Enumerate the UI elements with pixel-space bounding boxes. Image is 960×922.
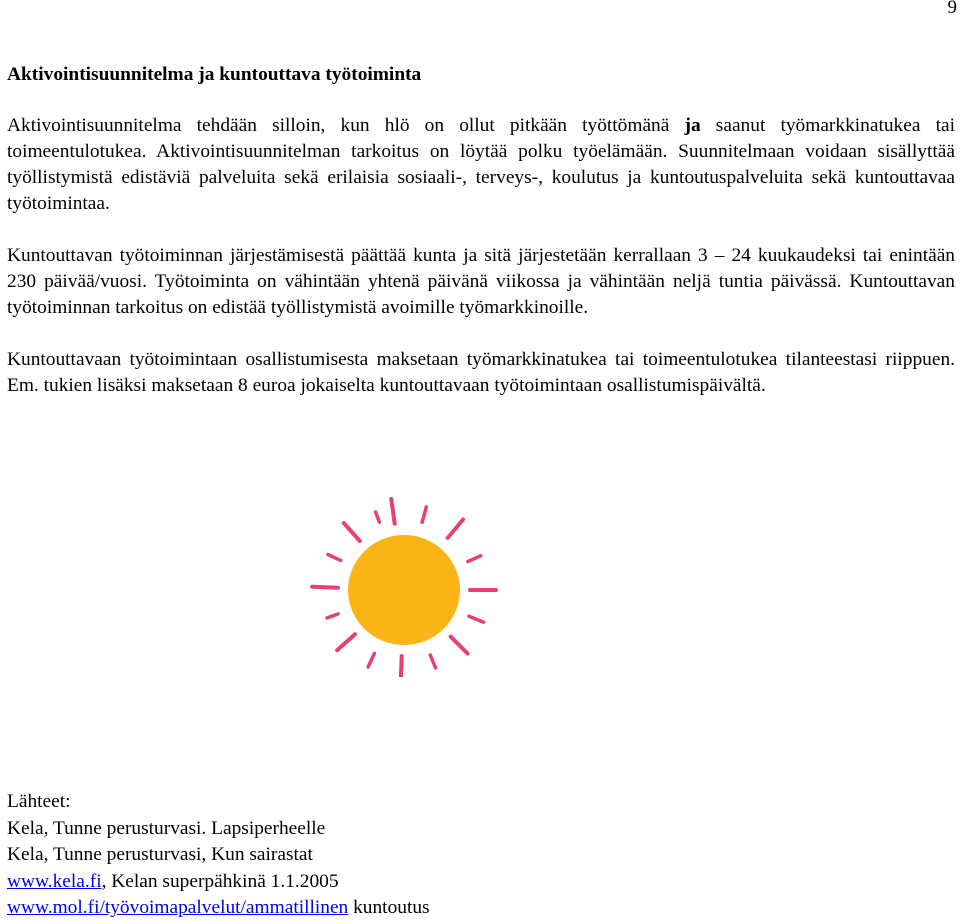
source-link-mol[interactable]: www.mol.fi/työvoimapalvelut/ammatillinen (7, 897, 349, 918)
sun-ray (468, 556, 481, 562)
sun-ray (327, 614, 338, 618)
sun-ray (469, 616, 484, 622)
sun-ray (344, 523, 360, 541)
source-item (7, 895, 430, 922)
sun-ray (391, 499, 395, 524)
document-body (7, 63, 955, 425)
sun-disc (348, 535, 460, 645)
paragraph-activation-plan (7, 113, 955, 217)
sun-ray (430, 655, 435, 668)
sun-ray (312, 587, 338, 588)
sun-icon (308, 497, 498, 677)
sun-ray (422, 507, 426, 523)
sun-ray (448, 520, 463, 538)
source-link-kela[interactable]: www.kela.fi (7, 870, 102, 892)
sun-ray (337, 634, 355, 650)
emphasis-text: ja (684, 115, 701, 136)
page-number: 9 (947, 0, 957, 18)
source-item: Kela, Tunne perusturvasi, Kun sairastat (7, 844, 313, 865)
sun-ray (451, 637, 468, 654)
source-item-text: , Kelan superpähkinä 1.1.2005 (101, 870, 339, 892)
source-item-text: kuntoutus (348, 897, 430, 918)
sources-list (7, 789, 430, 922)
sun-ray (368, 653, 374, 667)
sun-ray (328, 555, 341, 561)
section-heading: Aktivointisuunnitelma ja kuntouttava työtoiminta (7, 64, 422, 85)
source-item (7, 869, 430, 896)
sources-title: Lähteet: (7, 791, 71, 812)
paragraph-payment: Kuntouttavaan työtoimintaan osallistumisesta maksetaan työmarkkinatukea tai toimeentulotukea tilanteestasi riippuen. Em. tukien lisäksi maksetaan 8 euroa jokaiselta kuntouttavaan työtoimintaan osallistumispäivältä. (7, 349, 955, 396)
source-item: Kela, Tunne perusturvasi. Lapsiperheelle (7, 817, 326, 839)
sun-ray (376, 512, 380, 522)
sun-ray (401, 656, 402, 677)
paragraph-text: saanut työmarkkinatukea tai toimeentulotukea. Aktivointisuunnitelman tarkoitus on löytää polku työelämään. Suunnitelmaan voidaan sisällyttää työllistymistä edistäviä palveluita sekä erilaisia sosiaali-, terveys-, koulutus ja kuntoutuspalveluita sekä kuntouttavaa työtoimintaa. (7, 115, 955, 214)
paragraph-rehabilitative-work: Kuntouttavan työtoiminnan järjestämisestä päättää kunta ja sitä järjestetään kerrallaan 3 – 24 kuukaudeksi tai enintään 230 päivää/vuosi. Työtoiminta on vähintään yhtenä päivänä viikossa ja vähintään neljä tuntia päivässä. Kuntouttavan työtoiminnan tarkoitus on edistää työllistymistä avoimille työmarkkinoille. (7, 245, 955, 318)
paragraph-text: Aktivointisuunnitelma tehdään silloin, kun hlö on ollut pitkään työttömänä (7, 115, 685, 136)
